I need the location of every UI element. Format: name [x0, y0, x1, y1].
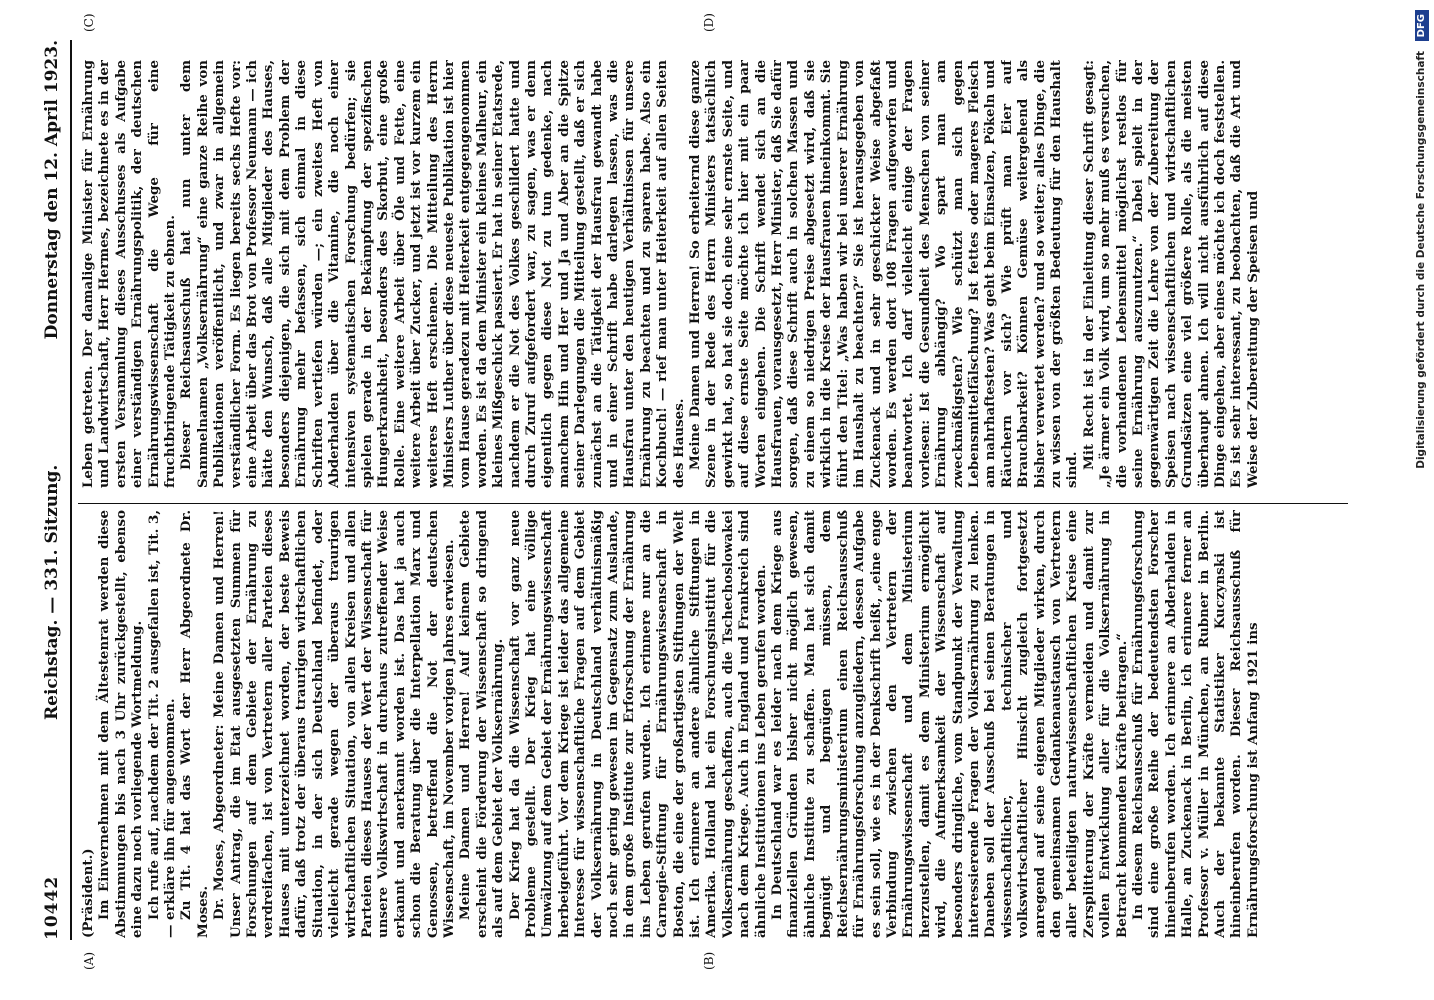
paragraph: Dr. Moses, Abgeordneter: Meine Damen und Herren! Unser Antrag, die im Etat ausgesetzten Summen für Forschungen auf dem Gebiete der Ernährung zu verdreifachen, ist von Vertretern aller Parteien dieses Hauses mit unterzeichnet worden, der beste Beweis dafür, daß trotz der überaus traurigen wirtschaftlichen Situation, in der sich Deutschland befindet, oder vielleicht gerade wegen der überaus traurigen wirtschaftlichen Situation, von allen Kreisen und allen Parteien dieses Hauses der Wert der Wissenschaft für unsere Volkswirtschaft in durchaus zutreffender Weise erkannt und anerkannt worden ist. Das hat ja auch schon die Beratung über die Interpellation Marx und Genossen, betreffend die Not der deutschen Wissenschaft, im November vorigen Jahres erwiesen.	[211, 510, 457, 938]
paragraph: Meine Damen und Herren! Auf keinem Gebiete erscheint die Förderung der Wissenschaft so dringend als auf dem Gebiet der Volksernährung.	[457, 510, 507, 938]
margin-marker-c: (C)	[82, 13, 96, 32]
margin-marker-b: (B)	[702, 951, 716, 970]
paragraph: Mit Recht ist in der Einleitung dieser Schrift gesagt: „Je ärmer ein Volk wird, um so mehr muß es versuchen, die vorhandenen Lebensmittel möglichst restlos für seine Ernährung auszunutzen.“ Dabei spielt in der gegenwärtigen Zeit die Lehre von der Zubereitung der Speisen nach wissenschaftlichen und wirtschaftlichen Grundsätzen eine viel größere Rolle, als die meisten überhaupt ahnen. Ich will nicht ausführlich auf diese Dinge eingehen, aber eines möchte ich doch feststellen. Es ist sehr interessant, zu beobachten, daß die Art und Weise der Zubereitung der Speisen und	[1080, 60, 1261, 488]
left-column	[80, 510, 1345, 938]
paragraph: Meine Damen und Herren! So erheiternd diese ganze Szene in der Rede des Herrn Ministers tatsächlich gewirkt hat, so hat sie doch eine sehr ernste Seite, und auf diese ernste Seite möchte ich hier mit ein paar Worten eingehen. Die Schrift wendet sich an die Hausfrauen, vorausgesetzt, Herr Minister, daß Sie dafür sorgen, daß diese Schrift auch in solchen Massen und zu einem so niedrigen Preise abgesetzt wird, daß sie wirklich in die Kreise der Hausfrauen hineinkommt. Sie führt den Titel: „Was haben wir bei unserer Ernährung im Haushalt zu beachten?“ Sie ist herausgegeben von Zuckenack und in sehr geschickter Weise abgefaßt worden. Es werden dort 108 Fragen aufgeworfen und beantwortet. Ich darf vielleicht einige der Fragen vorlesen: Ist die Gesundheit des Menschen von seiner Ernährung abhängig? Wo spart man am zweckmäßigsten? Wie schützt man sich gegen Lebensmittelfälschung? Ist fettes oder mageres Fleisch am nahrhaftesten? Was geht beim Einsalzen, Pökeln und Räuchern vor sich? Wie prüft man Eier auf Brauchbarkeit? Können Gemüse weitergehend als bisher verwertet werden? und so weiter; alles Dinge, die zu wissen von der größten Bedeutung für den Haushalt sind.	[687, 60, 1081, 488]
paragraph: Zu Tit. 4 hat das Wort der Herr Abgeordnete Dr. Moses.	[178, 510, 211, 938]
header-rule	[70, 40, 72, 940]
dfg-logo: DFG	[1415, 10, 1429, 41]
speaker-label: (Präsident.)	[80, 848, 96, 938]
paragraph: In Deutschland war es leider nach dem Kriege aus finanziellen Gründen bisher nicht möglich gewesen, ähnliche Institute zu schaffen. Man hat sich damit begnügt und begnügen müssen, dem Reichsernährungsministerium einen Reichsausschuß für Ernährungsforschung anzugliedern, dessen Aufgabe es sein soll, wie es in der Denkschrift heißt, „eine enge Verbindung zwischen den Vertretern der Ernährungswissenschaft und dem Ministerium herzustellen, damit es dem Ministerium ermöglicht wird, die Aufmerksamkeit der Wissenschaft auf besonders dringliche, vom Standpunkt der Verwaltung interessierende Fragen der Volksernährung zu lenken. Daneben soll der Ausschuß bei seinen Beratungen in wissenschaftlicher, technischer und volkswirtschaftlicher Hinsicht zugleich fortgesetzt anregend auf seine eigenen Mitglieder wirken, durch den gemeinsamen Gedankenaustausch von Vertretern aller beteiligten naturwissenschaftlichen Kreise eine Zersplitterung der Kräfte vermeiden und damit zur vollen Entwicklung aller für die Volksernährung in Betracht kommenden Kräfte beitragen.“	[769, 510, 1130, 938]
credit-text: Digitalisierung gefördert durch die Deutsche Forschungsgemeinschaft	[1415, 51, 1427, 469]
digitization-credit	[1405, 10, 1429, 990]
margin-marker-d: (D)	[702, 13, 716, 32]
column-divider	[78, 503, 1348, 504]
margin-marker-a: (A)	[82, 951, 96, 970]
paragraph: In diesem Reichsausschuß für Ernährungsforschung sind eine große Reihe der bedeutendsten Forscher hineinberufen worden. Ich erinnere an Abderhalden in Halle, an Zuckenack in Berlin, ich erinnere ferner an Professor v. Müller in München, an Rubner in Berlin. Auch der bekannte Statistiker Kuczynski ist hineinberufen worden. Dieser Reichsausschuß für Ernährungsforschung ist Anfang 1921 ins	[1130, 510, 1261, 938]
paragraph: Ich rufe auf, nachdem der Tit. 2 ausgefallen ist, Tit. 3, — erkläre ihn für angenommen.	[145, 510, 179, 938]
paragraph: Leben getreten. Der damalige Minister für Ernährung und Landwirtschaft, Herr Hermes, bezeichnete es in der ersten Versammlung dieses Ausschusses als Aufgabe einer verständigen Ernährungspolitik, der deutschen Ernährungswissenschaft die Wege für eine fruchtbringende Tätigkeit zu ebnen.	[80, 60, 179, 488]
session-title: Reichstag. — 331. Sitzung.	[42, 464, 62, 720]
page-header	[40, 40, 70, 940]
right-column	[80, 60, 1345, 488]
session-date: Donnerstag den 12. April 1923.	[42, 40, 62, 340]
paragraph: Dieser Reichsausschuß hat nun unter dem Sammelnamen „Volksernährung“ eine ganze Reihe von Publikationen veröffentlicht, und zwar in allgemein verständlicher Form. Es liegen bereits sechs Hefte vor: eine Arbeit über das Brot von Professor Neumann — ich hätte den Wunsch, daß alle Mitglieder des Hauses, besonders diejenigen, die sich mit dem Problem der Ernährung mehr befassen, sich einmal in diese Schriften vertiefen würden —; ein zweites Heft von Abderhalden über die Vitamine, die noch einer intensiven systematischen Forschung bedürfen; sie spielen gerade in der Bekämpfung der spezifischen Hungerkrankheit, besonders des Skorbut, eine große Rolle. Eine weitere Arbeit über Öle und Fette, eine weitere Arbeit über Zucker, und jetzt ist vor kurzem ein weiteres Heft erschienen. Die Mitteilung des Herrn Ministers Luther über diese neueste Publikation ist hier vom Hause geradezu mit Heiterkeit entgegengenommen worden. Es ist da dem Minister ein kleines Malheur, ein kleines Mißgeschick passiert. Er hat in seiner Etatsrede, nachdem er die Not des Volkes geschildert hatte und durch Zuruf aufgefordert war, zu sagen, was er denn eigentlich gegen diese Not zu tun gedenke, nach manchem Hin und Her und Ja und Aber an die Spitze seiner Darlegungen die Mitteilung gestellt, daß er sich zunächst an die Tätigkeit der Hausfrau gewandt habe und in einer Schrift habe darlegen lassen, was die Hausfrau unter den heutigen Verhältnissen für unsere Ernährung zu beachten und zu sparen habe. Also ein Kochbuch! — rief man unter Heiterkeit auf allen Seiten des Hauses.	[178, 60, 687, 488]
paragraph: Der Krieg hat da die Wissenschaft vor ganz neue Probleme gestellt. Der Krieg hat eine völlige Umwälzung auf dem Gebiet der Ernährungswissenschaft herbeigeführt. Vor dem Kriege ist leider das allgemeine Interesse für wissenschaftliche Fragen auf dem Gebiet der Volksernährung in Deutschland verhältnismäßig noch sehr gering gewesen im Gegensatz zum Auslande, in dem große Institute zur Erforschung der Ernährung ins Leben gerufen wurden. Ich erinnere nur an die Carnegie-Stiftung für Ernährungswissenschaft in Boston, die eine der großartigsten Stiftungen der Welt ist. Ich erinnere an andere ähnliche Stiftungen in Amerika. Holland hat ein Forschungsinstitut für die Volksernährung geschaffen, auch die Tschechoslowakei nach dem Kriege. Auch in England und Frankreich sind ähnliche Institutionen ins Leben gerufen worden.	[506, 510, 769, 938]
paragraph: Im Einvernehmen mit dem Ältestenrat werden diese Abstimmungen bis nach 3 Uhr zurückgestellt, ebenso eine dazu noch vorliegende Wortmeldung.	[96, 510, 146, 938]
page-number: 10442	[42, 875, 62, 940]
